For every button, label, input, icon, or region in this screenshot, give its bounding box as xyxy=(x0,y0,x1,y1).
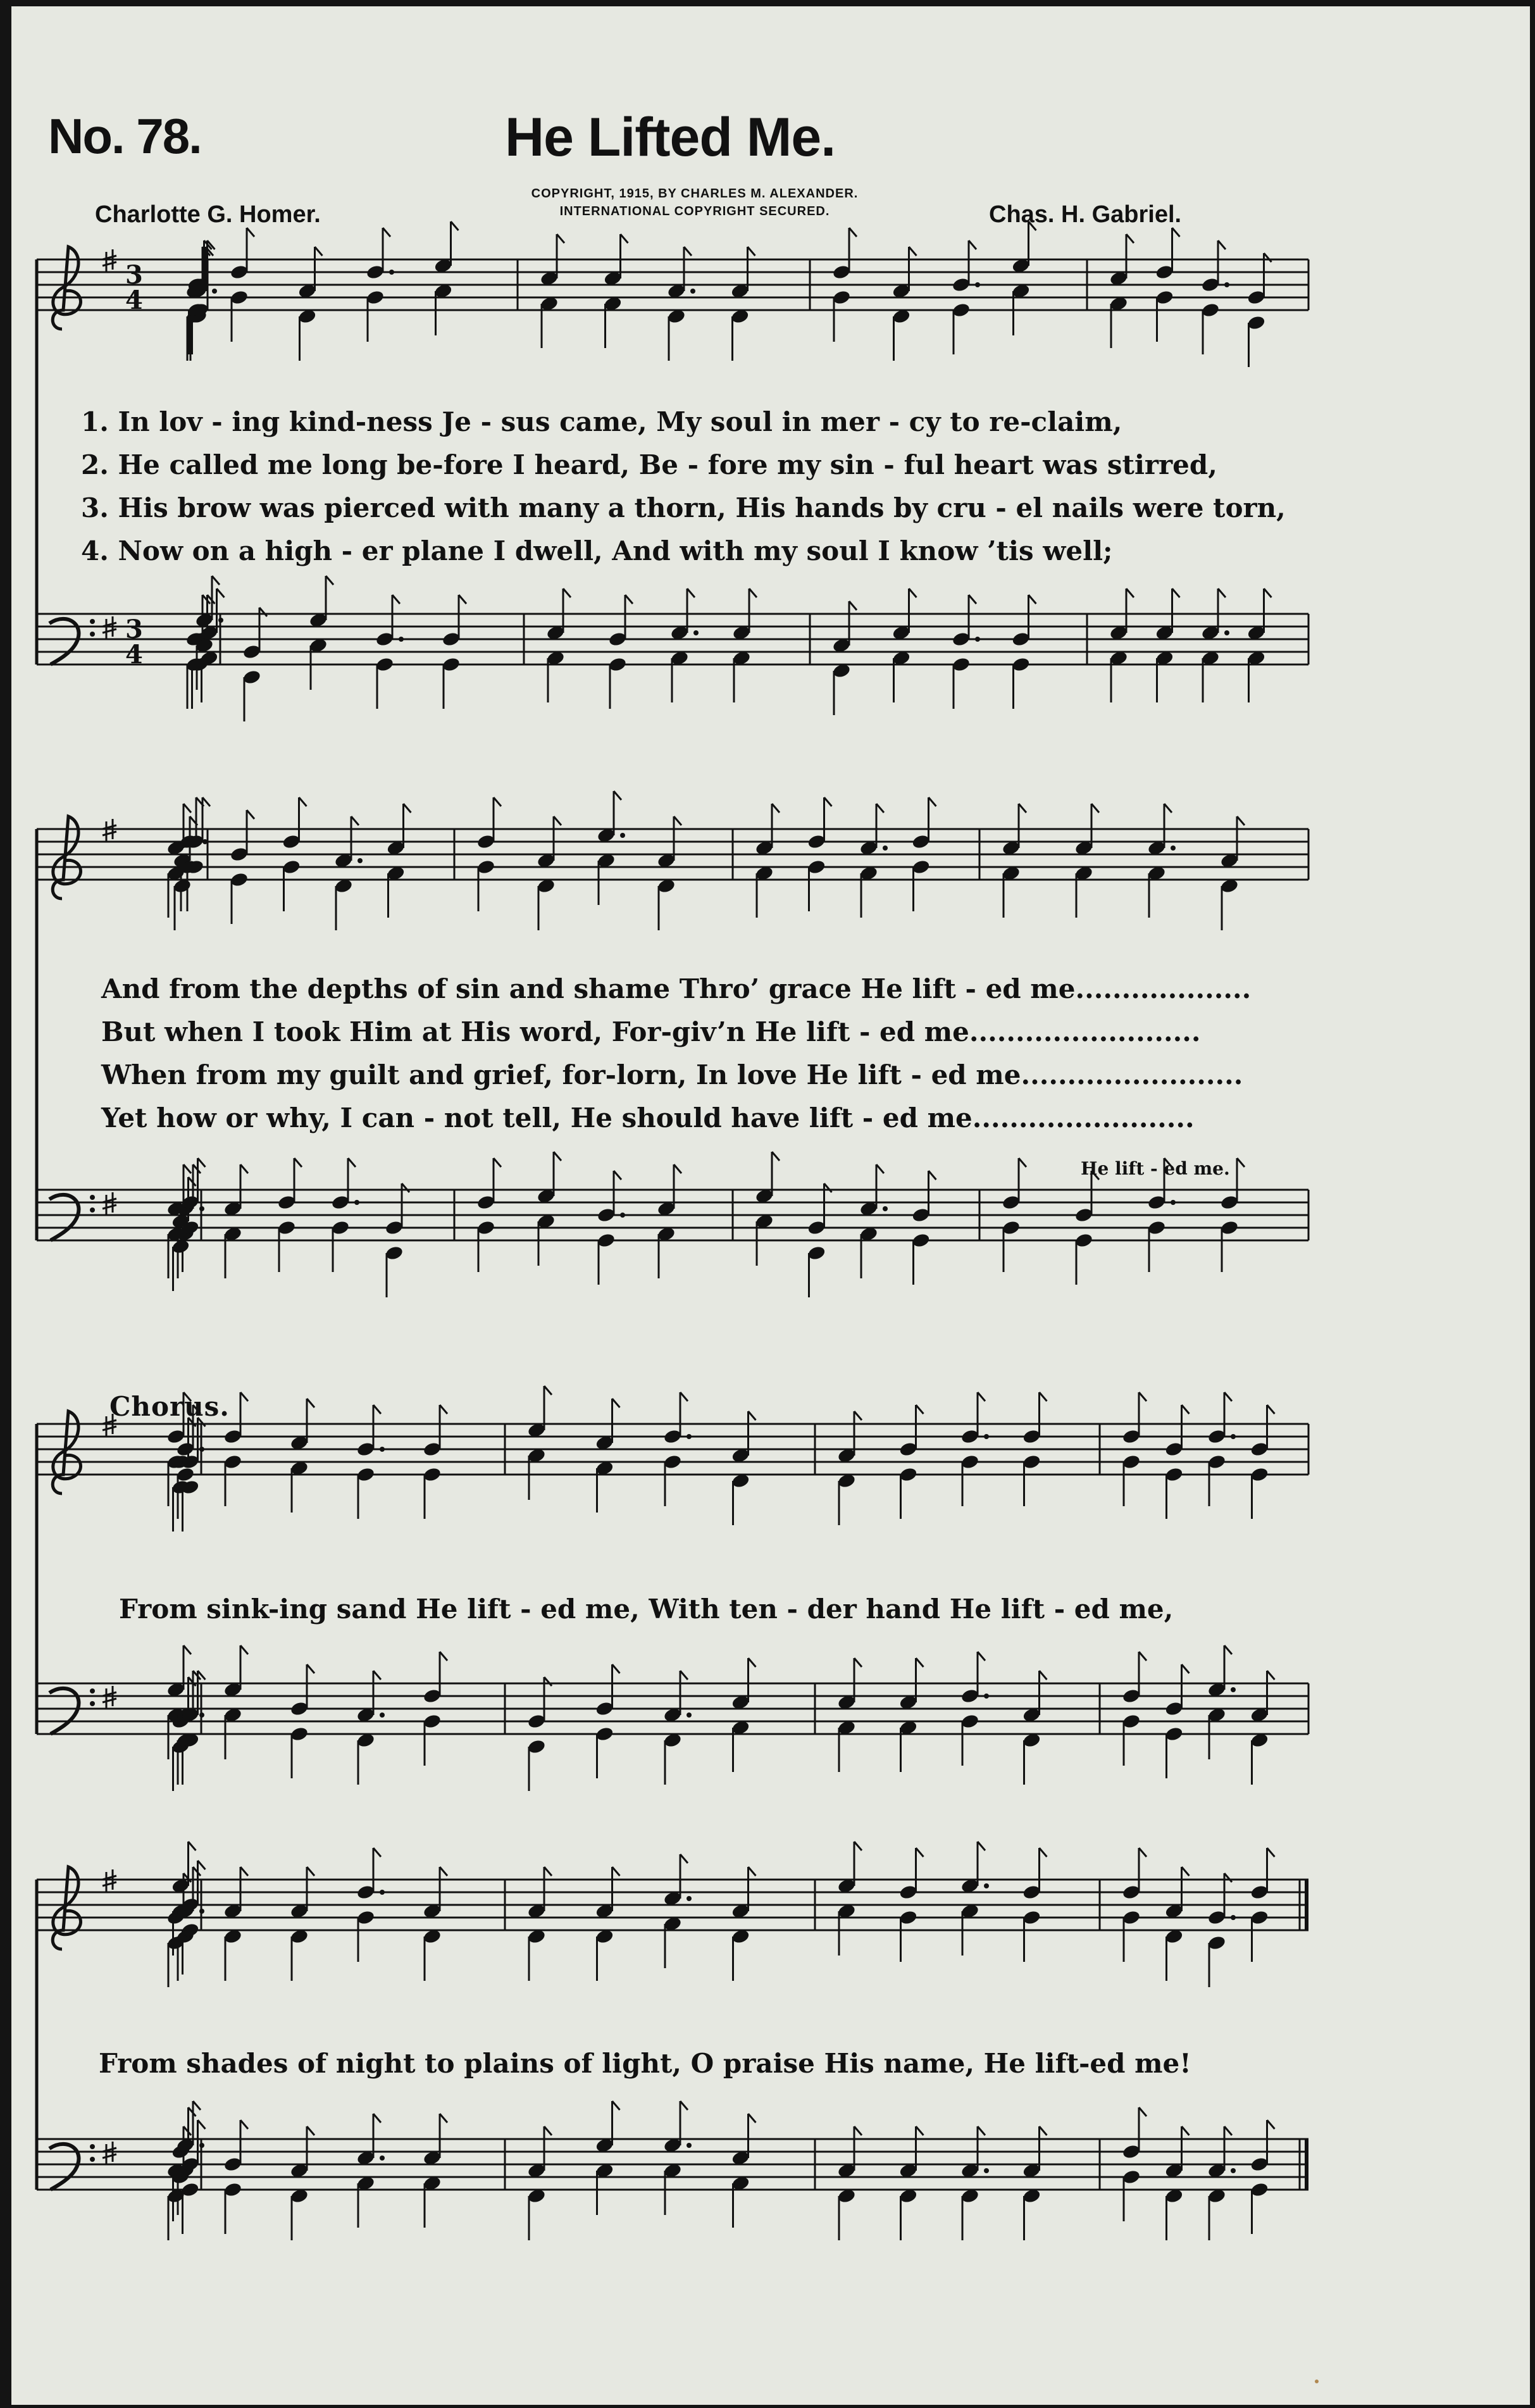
note-flag xyxy=(612,1867,620,1876)
dot xyxy=(690,289,695,294)
verse-3-line-1: 3. His brow was pierced with many a thorn, His hands by cru - el nails were torn, xyxy=(81,492,1286,523)
dot xyxy=(399,637,404,642)
verse-1-line-1: 1. In lov - ing kind-ness Je - sus came, My soul in mer - cy to re-claim, xyxy=(81,406,1122,437)
note-flag xyxy=(440,1405,447,1414)
bass-clef-dot xyxy=(90,2157,95,2162)
note-flag xyxy=(1224,1645,1232,1654)
note-flag xyxy=(916,1405,924,1414)
note-flag xyxy=(680,1392,688,1401)
note-flag xyxy=(978,1652,985,1661)
note-flag xyxy=(1182,1664,1190,1673)
note-flag xyxy=(969,240,976,249)
dot xyxy=(883,845,888,851)
verse-1-line-2: And from the depths of sin and shame Thro’ grace He lift - ed me................... xyxy=(101,973,1252,1004)
note-flag xyxy=(1172,228,1180,237)
note-flag xyxy=(189,1842,196,1850)
dot xyxy=(984,1694,989,1699)
note-flag xyxy=(749,1411,756,1420)
note-flag xyxy=(373,2114,381,2123)
note-flag xyxy=(1029,595,1036,604)
hymn-title: He Lifted Me. xyxy=(505,107,836,168)
paper-speck xyxy=(1315,2380,1319,2383)
dot xyxy=(199,1909,204,1914)
note-flag xyxy=(494,797,501,806)
note-flag xyxy=(198,1158,206,1167)
note-flag xyxy=(373,1405,381,1414)
note-flag xyxy=(854,1842,862,1850)
note-flag xyxy=(854,1411,862,1420)
note-flag xyxy=(909,589,917,597)
dot xyxy=(620,1213,625,1218)
hymn-number: No. 78. xyxy=(48,108,201,164)
note-flag xyxy=(1091,804,1099,813)
dot xyxy=(1224,630,1229,635)
note-flag xyxy=(748,247,755,256)
note-flag xyxy=(929,1171,936,1180)
dot xyxy=(687,2143,692,2148)
sharp-key-signature xyxy=(103,1869,116,1892)
note-flag xyxy=(876,1164,884,1173)
dot xyxy=(1171,1200,1176,1205)
hymn-page xyxy=(11,6,1530,2405)
note-flag xyxy=(198,2120,206,2129)
note-flag xyxy=(348,1158,356,1167)
note-flag xyxy=(1139,1392,1147,1401)
note-flag xyxy=(294,1158,302,1167)
note-flag xyxy=(909,247,917,256)
note-flag xyxy=(1040,1392,1047,1401)
note-flag xyxy=(1264,589,1272,597)
note-flag xyxy=(544,2126,552,2135)
note-flag xyxy=(749,1867,756,1876)
note-flag xyxy=(1182,2126,1190,2135)
note-flag xyxy=(351,816,359,825)
note-flag xyxy=(621,234,628,243)
note-flag xyxy=(1019,804,1026,813)
note-flag xyxy=(315,247,323,256)
time-signature-top: 3 xyxy=(125,260,143,290)
bass-clef-dot xyxy=(90,2144,95,2149)
note-flag xyxy=(307,1867,314,1876)
note-flag xyxy=(674,1164,681,1173)
dot xyxy=(380,1447,385,1452)
note-flag xyxy=(749,1658,756,1667)
dot xyxy=(199,1712,204,1718)
note-flag xyxy=(494,1158,501,1167)
music-notation xyxy=(11,6,1530,2405)
note-flag xyxy=(440,1652,447,1661)
note-flag xyxy=(240,1164,248,1173)
note-flag xyxy=(402,1183,409,1192)
note-flag xyxy=(1182,1405,1190,1414)
sharp-key-signature xyxy=(103,616,116,639)
note-flag xyxy=(772,804,780,813)
note-flag xyxy=(1218,240,1226,249)
note-flag xyxy=(198,1861,206,1869)
note-flag xyxy=(854,2126,862,2135)
note-flag xyxy=(1237,816,1245,825)
note-flag xyxy=(247,228,254,237)
note-flag xyxy=(459,595,466,604)
note-flag xyxy=(680,1671,688,1680)
note-flag xyxy=(554,1152,561,1161)
note-flag xyxy=(1019,1158,1026,1167)
note-flag xyxy=(749,2114,756,2123)
dot xyxy=(1231,1434,1236,1439)
dot xyxy=(620,833,625,838)
note-flag xyxy=(544,1867,552,1876)
bass-echo-lyric: He lift - ed me. xyxy=(1081,1158,1230,1179)
sharp-key-signature xyxy=(103,1686,116,1709)
dot xyxy=(212,289,217,294)
dot xyxy=(687,1896,692,1901)
note-flag xyxy=(392,595,400,604)
dot xyxy=(1171,845,1176,851)
dot xyxy=(1231,1915,1236,1920)
dot xyxy=(357,858,363,863)
note-flag xyxy=(1139,2107,1147,2116)
note-flag xyxy=(404,804,411,813)
note-flag xyxy=(1126,589,1134,597)
dot xyxy=(883,1206,888,1211)
time-signature-top: 3 xyxy=(125,614,143,644)
note-flag xyxy=(557,234,564,243)
note-flag xyxy=(680,2101,688,2110)
note-flag xyxy=(680,1854,688,1863)
chorus-line-2: From shades of night to plains of light, O praise His name, He lift-ed me! xyxy=(99,2048,1191,2079)
note-flag xyxy=(451,221,459,230)
note-flag xyxy=(1264,253,1272,262)
dot xyxy=(984,1434,989,1439)
note-flag xyxy=(614,1171,621,1180)
note-flag xyxy=(1040,1671,1047,1680)
bass-clef-dot xyxy=(90,632,95,637)
note-flag xyxy=(240,1867,248,1876)
note-flag xyxy=(307,2126,314,2135)
chorus-label: Chorus. xyxy=(109,1391,230,1422)
note-flag xyxy=(1139,1652,1147,1661)
verse-3-line-2: When from my guilt and grief, for-lorn, In love He lift - ed me........................ xyxy=(101,1059,1243,1090)
note-flag xyxy=(383,228,390,237)
note-flag xyxy=(544,1677,552,1686)
note-flag xyxy=(978,1842,985,1850)
note-flag xyxy=(326,576,333,585)
time-signature-bottom: 4 xyxy=(125,640,143,670)
note-flag xyxy=(916,1658,924,1667)
dot xyxy=(1224,282,1229,287)
note-flag xyxy=(978,1392,985,1401)
verse-4-line-2: Yet how or why, I can - not tell, He should have lift - ed me........................ xyxy=(101,1102,1195,1133)
bass-clef-dot xyxy=(90,1701,95,1706)
dot xyxy=(687,1434,692,1439)
note-flag xyxy=(1139,1848,1147,1857)
bass-clef-dot xyxy=(90,1688,95,1694)
dot xyxy=(199,2143,204,2148)
note-flag xyxy=(1040,2126,1047,2135)
note-flag xyxy=(1224,1873,1232,1882)
note-flag xyxy=(240,1645,248,1654)
note-flag xyxy=(1172,589,1180,597)
note-flag xyxy=(876,804,884,813)
dot xyxy=(218,618,223,623)
note-flag xyxy=(183,1645,191,1654)
note-flag xyxy=(1237,1158,1245,1167)
time-signature-bottom: 4 xyxy=(125,285,143,315)
note-flag xyxy=(824,1183,832,1192)
note-flag xyxy=(1126,234,1134,243)
dot xyxy=(380,1890,385,1895)
dot xyxy=(1231,2168,1236,2173)
dot xyxy=(199,1206,204,1211)
note-flag xyxy=(674,816,681,825)
note-flag xyxy=(916,1848,924,1857)
note-flag xyxy=(1224,1392,1232,1401)
note-flag xyxy=(193,2101,201,2110)
sharp-key-signature xyxy=(103,2142,116,2164)
verse-4-line-1: 4. Now on a high - er plane I dwell, And with my soul I know ’tis well; xyxy=(81,535,1113,566)
dot xyxy=(199,1447,204,1452)
note-flag xyxy=(247,810,254,819)
note-flag xyxy=(563,589,571,597)
dot xyxy=(380,2155,385,2161)
note-flag xyxy=(1267,2120,1275,2129)
note-flag xyxy=(240,1392,248,1401)
note-flag xyxy=(1267,1848,1275,1857)
composer: Chas. H. Gabriel. xyxy=(989,201,1182,228)
copyright-line-1: COPYRIGHT, 1915, BY CHARLES M. ALEXANDER. xyxy=(531,187,859,201)
note-flag xyxy=(259,608,267,616)
note-flag xyxy=(1164,804,1172,813)
verse-2-line-2: But when I took Him at His word, For-giv’n He lift - ed me......................... xyxy=(101,1016,1201,1047)
note-flag xyxy=(544,1386,552,1395)
copyright-notice xyxy=(404,185,986,220)
note-flag xyxy=(212,576,220,585)
note-flag xyxy=(978,2126,985,2135)
dot xyxy=(975,282,980,287)
dot xyxy=(687,1712,692,1718)
sharp-key-signature xyxy=(103,819,116,842)
dot xyxy=(380,1712,385,1718)
note-flag xyxy=(299,797,307,806)
note-flag xyxy=(824,797,832,806)
note-flag xyxy=(183,1164,191,1173)
sharp-key-signature xyxy=(103,249,116,272)
note-flag xyxy=(614,791,621,800)
note-flag xyxy=(440,2114,447,2123)
bass-clef-dot xyxy=(90,1195,95,1200)
note-flag xyxy=(687,589,695,597)
bass-clef-dot xyxy=(90,619,95,624)
note-flag xyxy=(612,2101,620,2110)
note-flag xyxy=(916,2126,924,2135)
dot xyxy=(693,630,699,635)
final-barline xyxy=(1305,1880,1308,1930)
note-flag xyxy=(373,1671,381,1680)
dot xyxy=(1231,1687,1236,1692)
note-flag xyxy=(240,2120,248,2129)
sharp-key-signature xyxy=(103,1192,116,1215)
note-flag xyxy=(684,247,692,256)
note-flag xyxy=(1267,1671,1275,1680)
note-flag xyxy=(183,804,191,813)
note-flag xyxy=(1218,589,1226,597)
note-flag xyxy=(849,601,857,610)
note-flag xyxy=(849,228,857,237)
note-flag xyxy=(1040,1848,1047,1857)
note-flag xyxy=(1182,1867,1190,1876)
note-flag xyxy=(612,1664,620,1673)
dot xyxy=(984,1883,989,1888)
dot xyxy=(984,2168,989,2173)
note-flag xyxy=(1267,1405,1275,1414)
verse-2-line-1: 2. He called me long be-fore I heard, Be - fore my sin - ful heart was stirred, xyxy=(81,449,1217,480)
chorus-line-1: From sink-ing sand He lift - ed me, With ten - der hand He lift - ed me, xyxy=(119,1594,1174,1625)
note-flag xyxy=(625,595,633,604)
dot xyxy=(975,637,980,642)
note-flag xyxy=(307,1664,314,1673)
note-flag xyxy=(969,595,976,604)
copyright-line-2: INTERNATIONAL COPYRIGHT SECURED. xyxy=(559,204,830,218)
note-flag xyxy=(749,589,757,597)
dot xyxy=(389,270,394,275)
note-flag xyxy=(554,816,561,825)
note-flag xyxy=(1224,2126,1232,2135)
dot xyxy=(354,1200,359,1205)
bass-clef-dot xyxy=(90,1207,95,1213)
note-flag xyxy=(854,1658,862,1667)
note-flag xyxy=(307,1399,314,1407)
note-flag xyxy=(772,1152,780,1161)
note-flag xyxy=(373,1848,381,1857)
note-flag xyxy=(440,1867,447,1876)
lyricist: Charlotte G. Homer. xyxy=(95,201,321,228)
final-barline xyxy=(1305,2139,1308,2190)
note-flag xyxy=(929,797,936,806)
note-flag xyxy=(612,1399,620,1407)
note-flag xyxy=(217,589,225,597)
